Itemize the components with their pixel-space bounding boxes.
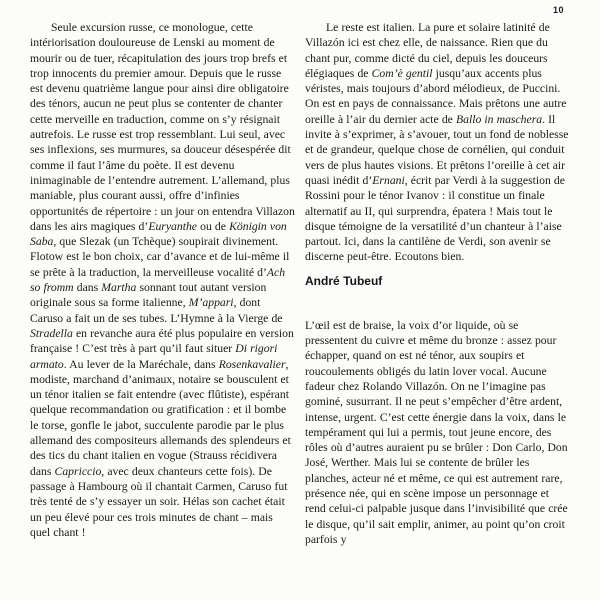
text-run: , dont Caruso a fait un de ses tubes. L’Hymne à la Vierge de bbox=[30, 296, 283, 325]
right-text-column bbox=[305, 20, 571, 547]
text-run: ou de bbox=[197, 219, 230, 233]
text-run: , écrit par Verdi à la suggestion de Rossini pour le ténor Ivanov : il constitue un finale alternatif au II, qui surprendra, épatera ! Mais tout le disque témoigne de la versatilité d’un chanteur à l’aise partout. Ici, dans la cantilène de Verdi, son avenir se discerne peut-être. Ecoutons bien. bbox=[305, 173, 565, 264]
text-run: Le reste est italien. La pure et solaire latinité de Villazón ici est chez elle, de naissance. Rien que du chant pur, comme dicté du ciel, depuis les douceurs élégiaques de bbox=[305, 21, 550, 80]
text-run: André Tubeuf bbox=[305, 273, 383, 288]
work-title-italic: Ach so fromm bbox=[30, 265, 286, 295]
work-title-italic: Com’è gentil bbox=[371, 66, 433, 80]
author-byline bbox=[305, 274, 571, 289]
work-title-italic: Rosenkavalier bbox=[218, 357, 286, 371]
work-title-italic: Ballo in maschera bbox=[455, 112, 543, 126]
text-run: sonnant tout autant version originale sous sa forme italienne, bbox=[30, 281, 267, 310]
text-run: dans bbox=[73, 281, 102, 295]
work-title-italic: Capriccio bbox=[54, 464, 102, 478]
work-title-italic: Di rigori armato bbox=[30, 342, 278, 371]
text-run: L’œil est de braise, la voix d’or liquide, où se pressentent du cuivre et même du bronze : assez pour échapper, quand on est né ténor, aux soupirs et roucoulements obligés du latin lover vocal. Aucune fadeur chez Rolando Villazón. On ne l’imagine pas gominé, susurrant. Il ne peut s’empêcher d’être ardent, intense, urgent. C’est cette énergie dans la voix, dans le tempérament qui lui a permis, tout jeune encore, des rôles où d’autres auraient pu se brûler : Don Carlo, Don José, Werther. Mais lui se contente de brûler les planches, acteur né et même, ce qui est autrement rare, présence née, qui en scène impose un personnage et rend celui-ci palpable jusque dans l’invisibilité que crée le disque, qu’il sait emplir, animer, au point qu’on croit parfois y bbox=[305, 318, 568, 546]
next-review-paragraph bbox=[305, 318, 571, 547]
work-title-italic: Martha bbox=[101, 281, 137, 295]
left-column-paragraph bbox=[30, 20, 296, 540]
left-text-column bbox=[30, 20, 296, 540]
text-run: Seule excursion russe, ce monologue, cette intériorisation douloureuse de Lenski au moment de mourir ou de tuer, récapitulation des jours trop brefs et trop innocents du premier amour. Depuis que le russe est devenu quatrième langue pour ainsi dire obligatoire des ténors, aucun ne peut plus se contenter de chanter cette merveille en traduction, comme on s’y résignait autrefois. Le russe est trop ressemblant. Lui seul, avec ses inflexions, ses murmures, sa douceur désespérée dit comme il faut l’âme du poète. Il est devenu inimaginable de l’entendre autrement. L’allemand, plus maniable, plus courant aussi, offre d’infinies opportunités de répertoire : un jour on entendra Villazon dans les airs magiques d’ bbox=[30, 21, 295, 233]
right-column-paragraph bbox=[305, 20, 571, 265]
text-run: , modiste, marchand d’animaux, notaire se bousculent et un ténor italien se fait entendre (avec flûtiste), espérant quelque recommandation ou gratification : et il bombe le torse, gonfle le jabot, succulente parodie par le plus allemand des compositeurs allemands des splendeurs et des tics du chant italien en vogue (Strauss récidivera dans bbox=[30, 357, 291, 478]
work-title-italic: Stradella bbox=[30, 326, 73, 340]
text-run: en revanche aura été plus populaire en version française ! C’est très à part qu’il faut situer bbox=[30, 326, 294, 356]
work-title-italic: Königin von Saba bbox=[30, 219, 287, 249]
text-run: , avec deux chanteurs cette fois). De passage à Hambourg où il chantait Carmen, Caruso fut très tenté de s’y essayer un soir. Hélas son cachet était un peu élevé pour ces trois minutes de chant – mais quel chant ! bbox=[30, 464, 288, 539]
work-title-italic: M’appari bbox=[188, 296, 234, 310]
page-number: 10 bbox=[553, 5, 565, 15]
text-run: . Au lever de la Maréchale, dans bbox=[63, 357, 219, 371]
work-title-italic: Euryanthe bbox=[148, 219, 197, 233]
text-run: , que Slezak (un Tchèque) soupirait divinement. Flotow est le bon choix, car d’avance et de lui-même il se prête à la traduction, la merveilleuse vocalité d’ bbox=[30, 235, 290, 279]
text-run: jusqu’aux accents plus véristes, mais toujours d’abord mélodieux, de Puccini. On est en pays de connaissance. Mais prêtons une autre oreille à l’air du dernier acte de bbox=[305, 66, 567, 126]
work-title-italic: Ernani bbox=[372, 173, 405, 187]
text-run: . Il invite à s’exprimer, à s’avouer, tout un fond de noblesse et de grandeur, quelque chose de cornélien, qui conduit vers de plus hautes visions. Et prêtons l’oreille à cet air quasi inédit d’ bbox=[305, 112, 569, 187]
